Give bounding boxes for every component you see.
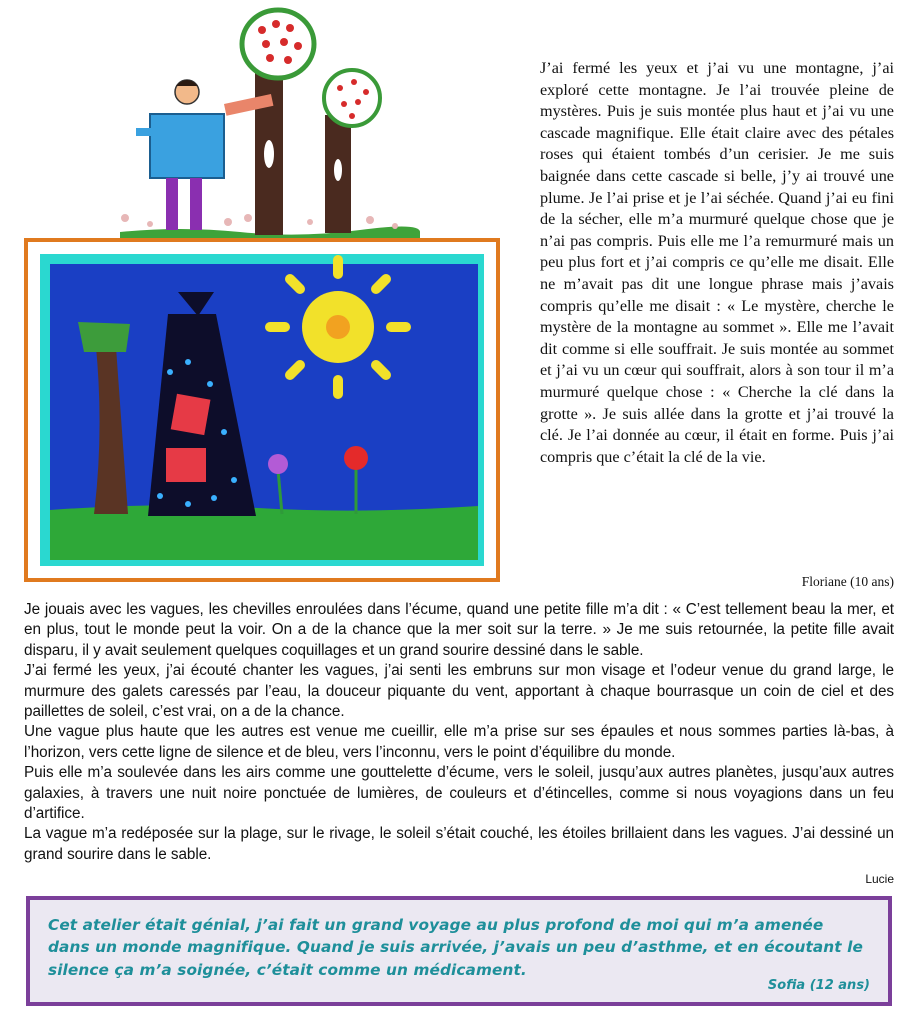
child-drawing-framed bbox=[24, 238, 500, 582]
story-lucie-paragraph-3: Une vague plus haute que les autres est venue me cueillir, elle m’a prise sur ses épaules et nous sommes parties là-bas, à l’horizon, vers cette ligne de silence et de bleu, vers l’inconnu, vers le point d’équilibre du monde. bbox=[24, 723, 894, 761]
child-drawing-person-trees bbox=[120, 0, 420, 240]
author-floriane: Floriane (10 ans) bbox=[801, 574, 894, 589]
quote-text-sofia: Cet atelier était génial, j’ai fait un grand voyage au plus profond de moi qui m’a amenée dans un monde magnifique. Quand je suis arrivée, j’avais un peu d’asthme, et en écoutant le silence ça m’a soignée, c’était comme un médicament. bbox=[48, 916, 863, 979]
story-lucie-paragraph-5: La vague m’a redéposée sur la plage, sur le rivage, le soleil s’était couché, les étoiles brillaient dans les vagues. J’ai dessiné un grand sourire dans le sable. bbox=[24, 825, 894, 863]
author-lucie: Lucie bbox=[865, 872, 894, 886]
story-floriane bbox=[540, 58, 894, 468]
story-lucie-paragraph-1: Je jouais avec les vagues, les chevilles enroulées dans l’écume, quand une petite fille m’a dit : « C’est tellement beau la mer, et en plus, tout le monde peut la voir. On a de la chance que la mer soit sur la terre. » Je me suis retournée, la petite fille avait disparu, il y avait seulement quelques coquillages et un grand sourire dessiné dans le sable. bbox=[24, 601, 894, 659]
drawing-mountain-sun-illustration bbox=[38, 252, 486, 568]
story-lucie-paragraph-2: J’ai fermé les yeux, j’ai écouté chanter les vagues, j’ai senti les embruns sur mon visage et l’odeur venue du grand large, le murmure des galets caressés par l’eau, la douceur piquante du vent, apportant à chaque bourrasque un coin de ciel et des paillettes de soleil, c’est vrai, on a de la chance. bbox=[24, 662, 894, 721]
author-sofia: Sofia (12 ans) bbox=[767, 978, 870, 993]
story-lucie bbox=[24, 600, 894, 865]
story-floriane-paragraph: J’ai fermé les yeux et j’ai vu une montagne, j’ai exploré cette montagne. Je l’ai trouvée pleine de mystères. Puis je suis montée plus haut et j’ai vu une cascade magnifique. Elle était claire avec des pétales roses qui étaient tombés d’un cerisier. Je me suis baignée dans cette cascade si belle, j’y ai trouvé une plume. Je l’ai prise et je l’ai séchée. Quand j’ai eu fini de la sécher, elle m’a murmuré quelque chose que je n’ai pas compris. Puis elle me l’a remurmuré mais un peu plus fort et j’ai compris ce qu’elle me disait. Elle ne m’avait pas dit une longue phrase mais j’avais compris qu’elle me disait : « Le mystère, cherche le mystère de la montagne au sommet ». Elle me l’avait dit comme si elle souffrait. Je suis montée au sommet et j’ai vu un cœur qui souffrait, alors à son tour il m’a murmuré quelque chose : « Cherche la clé dans la grotte ». Je suis allée dans la grotte et j’ai trouvé la clé. Je l’ai donnée au cœur, il était en forme. Puis j’ai compris que c’était la clé de la vie. bbox=[540, 59, 894, 466]
story-lucie-paragraph-4: Puis elle m’a soulevée dans les airs comme une gouttelette d’écume, vers le soleil, jusqu’aux autres planètes, jusqu’aux autres galaxies, à travers une nuit noire ponctuée de lumières, de couleurs et d’étincelles, comme si nous voyagions dans un feu d’artifice. bbox=[24, 764, 894, 823]
drawing-person-trees-illustration bbox=[120, 0, 420, 240]
quote-box-sofia bbox=[26, 896, 892, 1006]
